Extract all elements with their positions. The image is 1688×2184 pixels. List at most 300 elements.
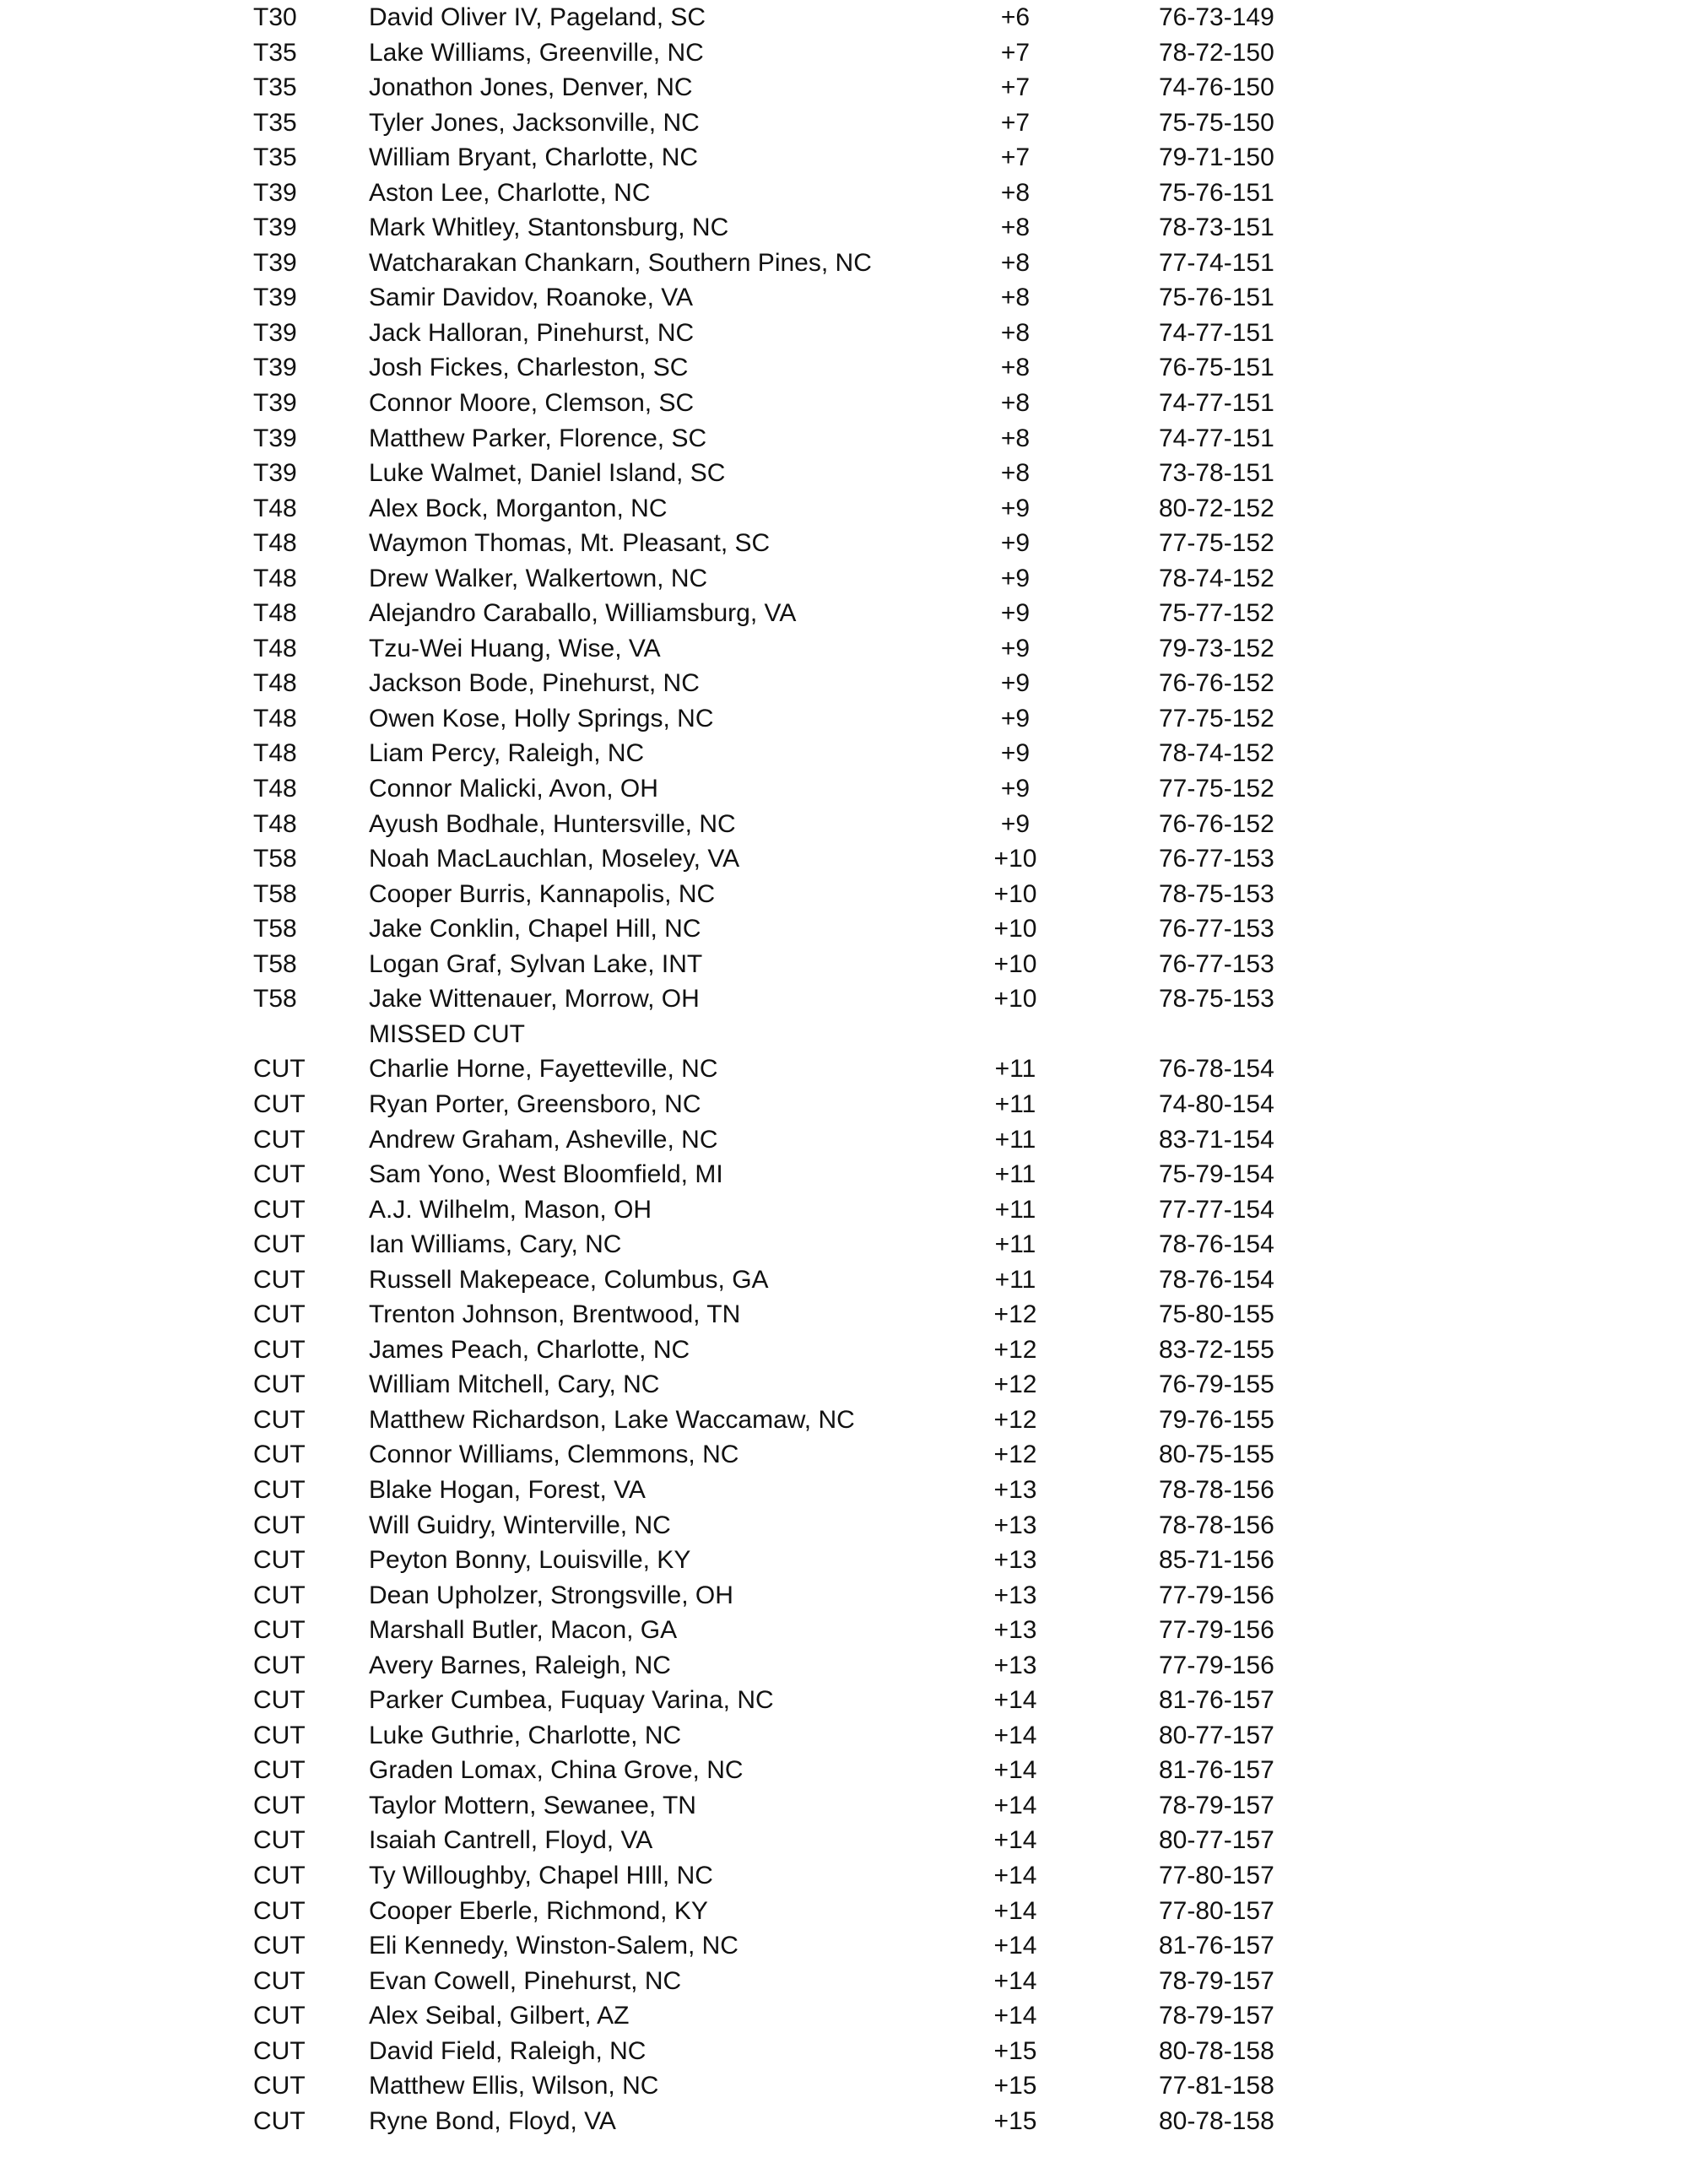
player-cell: Connor Malicki, Avon, OH (369, 775, 658, 803)
score-to-par-cell: +8 (1000, 354, 1031, 382)
round-scores-cell: 75-76-151 (1159, 284, 1274, 312)
table-row (0, 2104, 1688, 2139)
score-to-par-cell: +14 (993, 2002, 1037, 2030)
score-to-par-cell: +8 (1000, 248, 1031, 277)
round-scores-cell: 78-75-153 (1159, 879, 1274, 908)
position-cell: CUT (253, 1335, 306, 1364)
player-cell: Mark Whitley, Stantonsburg, NC (369, 214, 729, 242)
player-cell: Taylor Mottern, Sewanee, TN (369, 1791, 696, 1819)
round-scores-cell: 78-76-154 (1159, 1265, 1274, 1294)
position-cell: CUT (253, 1230, 306, 1259)
table-row (0, 631, 1688, 667)
player-cell: Tzu-Wei Huang, Wise, VA (369, 634, 661, 662)
position-cell: CUT (253, 1932, 306, 1960)
score-to-par-cell: +10 (993, 985, 1037, 1014)
round-scores-cell: 77-75-152 (1159, 704, 1274, 733)
position-cell: T58 (253, 985, 297, 1014)
player-cell: Peyton Bonny, Louisville, KY (369, 1546, 691, 1575)
position-cell: T39 (253, 178, 297, 207)
player-cell: Will Guidry, Winterville, NC (369, 1511, 671, 1539)
position-cell: CUT (253, 1405, 306, 1434)
table-row (0, 1578, 1688, 1614)
position-cell: T48 (253, 599, 297, 628)
table-row (0, 981, 1688, 1017)
score-to-par-cell: +9 (1000, 669, 1031, 698)
player-cell: A.J. Wilhelm, Mason, OH (369, 1195, 652, 1224)
table-row (0, 1403, 1688, 1438)
score-to-par-cell: +7 (1000, 73, 1031, 102)
player-cell: Connor Moore, Clemson, SC (369, 389, 695, 418)
round-scores-cell: 77-77-154 (1159, 1195, 1274, 1224)
position-cell: T48 (253, 809, 297, 838)
score-to-par-cell: +14 (993, 1721, 1037, 1749)
round-scores-cell: 80-72-152 (1159, 494, 1274, 522)
position-cell: T48 (253, 634, 297, 662)
score-to-par-cell: +14 (993, 1791, 1037, 1819)
score-to-par-cell: +8 (1000, 424, 1031, 452)
score-to-par-cell: +10 (993, 879, 1037, 908)
table-row (0, 1087, 1688, 1122)
table-row (0, 210, 1688, 246)
round-scores-cell: 76-78-154 (1159, 1055, 1274, 1084)
round-scores-cell: 78-79-157 (1159, 1791, 1274, 1819)
position-cell: CUT (253, 1265, 306, 1294)
score-to-par-cell: +9 (1000, 634, 1031, 662)
position-cell: CUT (253, 1475, 306, 1504)
player-cell: Watcharakan Chankarn, Southern Pines, NC (369, 248, 872, 277)
table-row (0, 596, 1688, 631)
position-cell: T39 (253, 284, 297, 312)
round-scores-cell: 74-77-151 (1159, 389, 1274, 418)
table-row (0, 911, 1688, 947)
position-cell: T58 (253, 845, 297, 873)
table-row (0, 1157, 1688, 1192)
player-cell: Ryne Bond, Floyd, VA (369, 2106, 616, 2135)
player-cell: William Bryant, Charlotte, NC (369, 143, 699, 172)
position-cell: CUT (253, 2072, 306, 2100)
score-to-par-cell: +13 (993, 1616, 1037, 1645)
score-to-par-cell: +11 (994, 1265, 1036, 1294)
table-row (0, 947, 1688, 982)
score-to-par-cell: +8 (1000, 389, 1031, 418)
table-row (0, 736, 1688, 771)
table-row (0, 176, 1688, 211)
player-cell: Jackson Bode, Pinehurst, NC (369, 669, 700, 698)
score-to-par-cell: +11 (994, 1160, 1036, 1189)
player-cell: Avery Barnes, Raleigh, NC (369, 1651, 671, 1679)
position-cell: CUT (253, 1089, 306, 1118)
score-to-par-cell: +11 (994, 1125, 1036, 1154)
score-to-par-cell: +14 (993, 1861, 1037, 1889)
round-scores-cell: 80-77-157 (1159, 1721, 1274, 1749)
table-row (0, 1227, 1688, 1262)
position-cell: CUT (253, 1616, 306, 1645)
round-scores-cell: 80-77-157 (1159, 1826, 1274, 1855)
table-row (0, 1297, 1688, 1333)
table-row (0, 1928, 1688, 1964)
player-cell: Noah MacLauchlan, Moseley, VA (369, 845, 740, 873)
position-cell: CUT (253, 1966, 306, 1995)
round-scores-cell: 78-75-153 (1159, 985, 1274, 1014)
round-scores-cell: 76-76-152 (1159, 669, 1274, 698)
score-to-par-cell: +13 (993, 1546, 1037, 1575)
player-cell: Dean Upholzer, Strongsville, OH (369, 1581, 733, 1609)
table-row (0, 1894, 1688, 1929)
table-row (0, 1262, 1688, 1298)
score-to-par-cell: +14 (993, 1896, 1037, 1925)
round-scores-cell: 76-76-152 (1159, 809, 1274, 838)
player-cell: Alex Bock, Morganton, NC (369, 494, 668, 522)
position-cell: CUT (253, 1791, 306, 1819)
score-to-par-cell: +15 (993, 2106, 1037, 2135)
table-row (0, 2068, 1688, 2104)
round-scores-cell: 78-74-152 (1159, 564, 1274, 592)
table-row (0, 1473, 1688, 1508)
position-cell: CUT (253, 1300, 306, 1329)
score-to-par-cell: +14 (993, 1686, 1037, 1715)
score-to-par-cell: +9 (1000, 494, 1031, 522)
player-cell: Connor Williams, Clemmons, NC (369, 1441, 739, 1469)
player-cell: Andrew Graham, Asheville, NC (369, 1125, 718, 1154)
score-to-par-cell: +9 (1000, 775, 1031, 803)
position-cell: T35 (253, 108, 297, 137)
score-to-par-cell: +15 (993, 2072, 1037, 2100)
table-row (0, 841, 1688, 877)
player-cell: Logan Graf, Sylvan Lake, INT (369, 949, 703, 978)
round-scores-cell: 78-79-157 (1159, 2002, 1274, 2030)
player-cell: Parker Cumbea, Fuquay Varina, NC (369, 1686, 774, 1715)
round-scores-cell: 74-76-150 (1159, 73, 1274, 102)
score-to-par-cell: +8 (1000, 459, 1031, 488)
table-row (0, 280, 1688, 316)
round-scores-cell: 77-80-157 (1159, 1861, 1274, 1889)
player-cell: Luke Guthrie, Charlotte, NC (369, 1721, 682, 1749)
score-to-par-cell: +9 (1000, 704, 1031, 733)
player-cell: Ayush Bodhale, Huntersville, NC (369, 809, 736, 838)
score-to-par-cell: +13 (993, 1581, 1037, 1609)
round-scores-cell: 83-72-155 (1159, 1335, 1274, 1364)
score-to-par-cell: +8 (1000, 318, 1031, 347)
table-row (0, 70, 1688, 105)
round-scores-cell: 78-78-156 (1159, 1475, 1274, 1504)
score-to-par-cell: +13 (993, 1511, 1037, 1539)
player-cell: Jack Halloran, Pinehurst, NC (369, 318, 695, 347)
position-cell: CUT (253, 1756, 306, 1785)
player-cell: Matthew Parker, Florence, SC (369, 424, 707, 452)
position-cell: T58 (253, 949, 297, 978)
position-cell: CUT (253, 1441, 306, 1469)
player-cell: David Oliver IV, Pageland, SC (369, 3, 706, 31)
position-cell: T39 (253, 459, 297, 488)
table-row (0, 1683, 1688, 1718)
table-row (0, 0, 1688, 35)
player-cell: Tyler Jones, Jacksonville, NC (369, 108, 700, 137)
table-row (0, 1333, 1688, 1368)
position-cell: T58 (253, 879, 297, 908)
player-cell: Blake Hogan, Forest, VA (369, 1475, 646, 1504)
player-cell: Trenton Johnson, Brentwood, TN (369, 1300, 741, 1329)
table-row (0, 350, 1688, 386)
score-to-par-cell: +14 (993, 1932, 1037, 1960)
score-to-par-cell: +7 (1000, 108, 1031, 137)
score-to-par-cell: +9 (1000, 599, 1031, 628)
player-cell: David Field, Raleigh, NC (369, 2036, 647, 2065)
player-cell: Ryan Porter, Greensboro, NC (369, 1089, 701, 1118)
player-cell: Cooper Burris, Kannapolis, NC (369, 879, 716, 908)
score-to-par-cell: +10 (993, 845, 1037, 873)
player-cell: Aston Lee, Charlotte, NC (369, 178, 651, 207)
position-cell: CUT (253, 1511, 306, 1539)
position-cell: T48 (253, 494, 297, 522)
table-row (0, 491, 1688, 527)
round-scores-cell: 78-74-152 (1159, 739, 1274, 768)
score-to-par-cell: +14 (993, 1966, 1037, 1995)
position-cell: CUT (253, 1581, 306, 1609)
round-scores-cell: 79-71-150 (1159, 143, 1274, 172)
round-scores-cell: 76-73-149 (1159, 3, 1274, 31)
round-scores-cell: 80-75-155 (1159, 1441, 1274, 1469)
score-to-par-cell: +9 (1000, 529, 1031, 558)
score-to-par-cell: +11 (994, 1055, 1036, 1084)
score-to-par-cell: +11 (994, 1230, 1036, 1259)
round-scores-cell: 75-75-150 (1159, 108, 1274, 137)
position-cell: CUT (253, 1546, 306, 1575)
round-scores-cell: 81-76-157 (1159, 1932, 1274, 1960)
round-scores-cell: 78-72-150 (1159, 38, 1274, 67)
round-scores-cell: 81-76-157 (1159, 1686, 1274, 1715)
round-scores-cell: 77-79-156 (1159, 1616, 1274, 1645)
round-scores-cell: 81-76-157 (1159, 1756, 1274, 1785)
table-row (0, 1648, 1688, 1684)
table-row (0, 421, 1688, 457)
player-cell: James Peach, Charlotte, NC (369, 1335, 690, 1364)
table-row (0, 526, 1688, 561)
round-scores-cell: 85-71-156 (1159, 1546, 1274, 1575)
position-cell: CUT (253, 1160, 306, 1189)
round-scores-cell: 77-79-156 (1159, 1581, 1274, 1609)
table-row (0, 1788, 1688, 1824)
player-cell: Evan Cowell, Pinehurst, NC (369, 1966, 682, 1995)
table-row (0, 1543, 1688, 1578)
score-to-par-cell: +14 (993, 1756, 1037, 1785)
score-to-par-cell: +11 (994, 1195, 1036, 1224)
player-cell: William Mitchell, Cary, NC (369, 1370, 660, 1399)
round-scores-cell: 73-78-151 (1159, 459, 1274, 488)
score-to-par-cell: +12 (993, 1441, 1037, 1469)
round-scores-cell: 77-81-158 (1159, 2072, 1274, 2100)
score-to-par-cell: +10 (993, 949, 1037, 978)
round-scores-cell: 79-76-155 (1159, 1405, 1274, 1434)
position-cell: T58 (253, 915, 297, 943)
score-to-par-cell: +7 (1000, 143, 1031, 172)
table-row (0, 1964, 1688, 1999)
position-cell: T39 (253, 248, 297, 277)
player-cell: Samir Davidov, Roanoke, VA (369, 284, 694, 312)
position-cell: CUT (253, 1686, 306, 1715)
round-scores-cell: 76-77-153 (1159, 949, 1274, 978)
table-row (0, 1192, 1688, 1228)
player-cell: Cooper Eberle, Richmond, KY (369, 1896, 708, 1925)
player-cell: Marshall Butler, Macon, GA (369, 1616, 678, 1645)
table-row (0, 1508, 1688, 1543)
player-cell: Luke Walmet, Daniel Island, SC (369, 459, 726, 488)
position-cell: T39 (253, 318, 297, 347)
round-scores-cell: 77-75-152 (1159, 775, 1274, 803)
position-cell: T39 (253, 354, 297, 382)
round-scores-cell: 74-77-151 (1159, 318, 1274, 347)
position-cell: T48 (253, 564, 297, 592)
round-scores-cell: 77-79-156 (1159, 1651, 1274, 1679)
position-cell: T48 (253, 775, 297, 803)
round-scores-cell: 75-77-152 (1159, 599, 1274, 628)
player-cell: Ty Willoughby, Chapel HIll, NC (369, 1861, 713, 1889)
player-cell: Lake Williams, Greenville, NC (369, 38, 704, 67)
player-cell: Sam Yono, West Bloomfield, MI (369, 1160, 723, 1189)
position-cell: CUT (253, 2002, 306, 2030)
player-cell: Alejandro Caraballo, Williamsburg, VA (369, 599, 797, 628)
player-cell: Alex Seibal, Gilbert, AZ (369, 2002, 630, 2030)
round-scores-cell: 78-76-154 (1159, 1230, 1274, 1259)
table-row (0, 877, 1688, 912)
round-scores-cell: 77-75-152 (1159, 529, 1274, 558)
player-cell: Waymon Thomas, Mt. Pleasant, SC (369, 529, 771, 558)
table-row (0, 1122, 1688, 1158)
player-cell: Charlie Horne, Fayetteville, NC (369, 1055, 718, 1084)
round-scores-cell: 83-71-154 (1159, 1125, 1274, 1154)
position-cell: T39 (253, 389, 297, 418)
table-row (0, 140, 1688, 176)
table-row (0, 701, 1688, 737)
round-scores-cell: 80-78-158 (1159, 2106, 1274, 2135)
score-to-par-cell: +13 (993, 1651, 1037, 1679)
position-cell: CUT (253, 1721, 306, 1749)
score-to-par-cell: +14 (993, 1826, 1037, 1855)
position-cell: CUT (253, 1055, 306, 1084)
score-to-par-cell: +12 (993, 1370, 1037, 1399)
score-to-par-cell: +15 (993, 2036, 1037, 2065)
score-to-par-cell: +9 (1000, 809, 1031, 838)
round-scores-cell: 74-80-154 (1159, 1089, 1274, 1118)
player-cell: Owen Kose, Holly Springs, NC (369, 704, 714, 733)
table-row (0, 1718, 1688, 1754)
player-cell: Isaiah Cantrell, Floyd, VA (369, 1826, 653, 1855)
position-cell: T30 (253, 3, 297, 31)
round-scores-cell: 75-76-151 (1159, 178, 1274, 207)
table-row (0, 456, 1688, 491)
score-to-par-cell: +8 (1000, 178, 1031, 207)
table-row (0, 1613, 1688, 1648)
table-row (0, 246, 1688, 281)
score-to-par-cell: +6 (1000, 3, 1031, 31)
table-row (0, 1753, 1688, 1788)
player-cell: Ian Williams, Cary, NC (369, 1230, 622, 1259)
score-to-par-cell: +7 (1000, 38, 1031, 67)
round-scores-cell: 78-78-156 (1159, 1511, 1274, 1539)
position-cell: T48 (253, 739, 297, 768)
player-cell: Jake Wittenauer, Morrow, OH (369, 985, 700, 1014)
round-scores-cell: 75-79-154 (1159, 1160, 1274, 1189)
table-row (0, 1998, 1688, 2034)
score-to-par-cell: +12 (993, 1300, 1037, 1329)
position-cell: CUT (253, 1896, 306, 1925)
position-cell: T35 (253, 143, 297, 172)
table-row (0, 771, 1688, 807)
round-scores-cell: 74-77-151 (1159, 424, 1274, 452)
position-cell: T48 (253, 704, 297, 733)
round-scores-cell: 77-80-157 (1159, 1896, 1274, 1925)
position-cell: CUT (253, 1125, 306, 1154)
table-row (0, 807, 1688, 842)
player-cell: Drew Walker, Walkertown, NC (369, 564, 708, 592)
section-header-missed-cut (0, 1017, 1688, 1052)
round-scores-cell: 76-77-153 (1159, 915, 1274, 943)
player-cell: Josh Fickes, Charleston, SC (369, 354, 689, 382)
player-cell: Eli Kennedy, Winston-Salem, NC (369, 1932, 738, 1960)
position-cell: T39 (253, 424, 297, 452)
position-cell: CUT (253, 2106, 306, 2135)
round-scores-cell: 79-73-152 (1159, 634, 1274, 662)
round-scores-cell: 77-74-151 (1159, 248, 1274, 277)
round-scores-cell: 78-79-157 (1159, 1966, 1274, 1995)
player-cell: Jonathon Jones, Denver, NC (369, 73, 693, 102)
round-scores-cell: 75-80-155 (1159, 1300, 1274, 1329)
table-row (0, 1367, 1688, 1403)
position-cell: CUT (253, 1370, 306, 1399)
table-row (0, 316, 1688, 351)
position-cell: CUT (253, 1195, 306, 1224)
position-cell: T48 (253, 669, 297, 698)
score-to-par-cell: +12 (993, 1405, 1037, 1434)
table-row (0, 1437, 1688, 1473)
position-cell: T39 (253, 214, 297, 242)
player-cell: Matthew Richardson, Lake Waccamaw, NC (369, 1405, 855, 1434)
score-to-par-cell: +8 (1000, 214, 1031, 242)
round-scores-cell: 76-79-155 (1159, 1370, 1274, 1399)
position-cell: T35 (253, 73, 297, 102)
position-cell: T35 (253, 38, 297, 67)
table-row (0, 666, 1688, 701)
score-to-par-cell: +9 (1000, 564, 1031, 592)
score-to-par-cell: +8 (1000, 284, 1031, 312)
position-cell: T48 (253, 529, 297, 558)
score-to-par-cell: +10 (993, 915, 1037, 943)
score-to-par-cell: +9 (1000, 739, 1031, 768)
player-cell: Russell Makepeace, Columbus, GA (369, 1265, 769, 1294)
player-cell: Liam Percy, Raleigh, NC (369, 739, 645, 768)
round-scores-cell: 76-77-153 (1159, 845, 1274, 873)
round-scores-cell: 80-78-158 (1159, 2036, 1274, 2065)
position-cell: CUT (253, 1826, 306, 1855)
round-scores-cell: 78-73-151 (1159, 214, 1274, 242)
score-to-par-cell: +13 (993, 1475, 1037, 1504)
position-cell: CUT (253, 1651, 306, 1679)
score-to-par-cell: +12 (993, 1335, 1037, 1364)
table-row (0, 1858, 1688, 1894)
table-row (0, 105, 1688, 141)
table-row (0, 561, 1688, 597)
table-row (0, 386, 1688, 421)
table-row (0, 1051, 1688, 1087)
player-cell: Matthew Ellis, Wilson, NC (369, 2072, 659, 2100)
table-row (0, 35, 1688, 71)
score-to-par-cell: +11 (994, 1089, 1036, 1118)
player-cell: Jake Conklin, Chapel Hill, NC (369, 915, 701, 943)
player-cell: Graden Lomax, China Grove, NC (369, 1756, 744, 1785)
position-cell: CUT (253, 1861, 306, 1889)
table-row (0, 1823, 1688, 1858)
position-cell: CUT (253, 2036, 306, 2065)
round-scores-cell: 76-75-151 (1159, 354, 1274, 382)
